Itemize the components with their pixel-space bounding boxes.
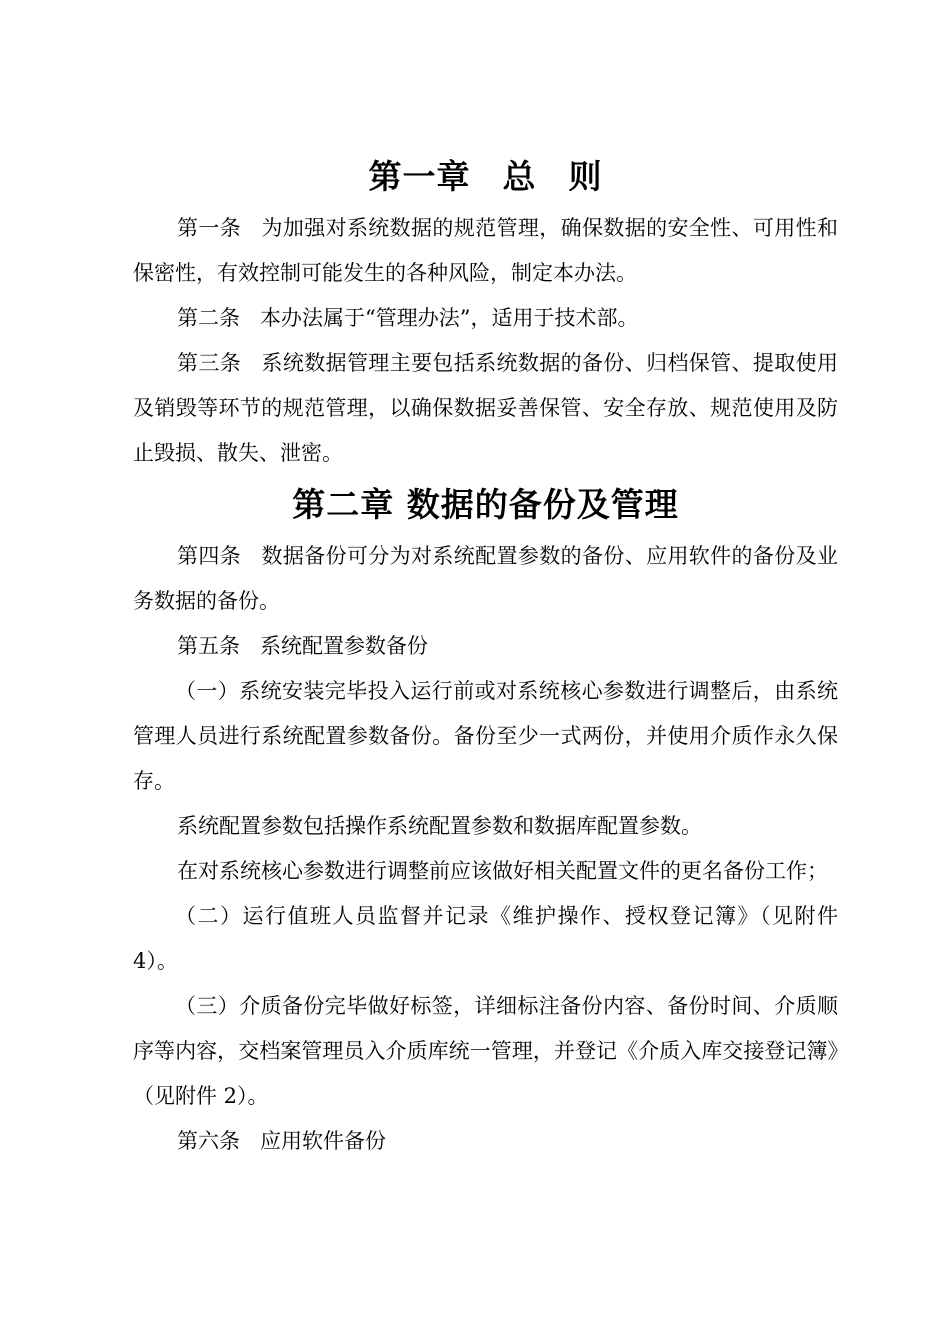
article-5-item-1: （一）系统安装完毕投入运行前或对系统核心参数进行调整后，由系统管理人员进行系统配置参数备份。备份至少一式两份，并使用介质作永久保存。 bbox=[133, 679, 838, 793]
article-5-note-1: 系统配置参数包括操作系统配置参数和数据库配置参数。 bbox=[177, 814, 702, 838]
article-1-text: 为加强对系统数据的规范管理，确保数据的安全性、可用性和保密性，有效控制可能发生的各种风险，制定本办法。 bbox=[133, 216, 839, 285]
article-4-text: 数据备份可分为对系统配置参数的备份、应用软件的备份及业务数据的备份。 bbox=[133, 544, 839, 613]
article-5-text: 系统配置参数备份 bbox=[260, 634, 428, 658]
chapter-1-title bbox=[133, 148, 838, 206]
document-body bbox=[133, 148, 838, 1164]
chapter-1-title-char-2: 则 bbox=[568, 157, 603, 196]
article-6 bbox=[133, 1119, 838, 1164]
article-3-label: 第三条 bbox=[177, 351, 242, 375]
article-5-note-2: 在对系统核心参数进行调整前应该做好相关配置文件的更名备份工作； bbox=[177, 859, 828, 883]
article-3 bbox=[133, 341, 838, 476]
article-2 bbox=[133, 296, 838, 341]
chapter-2-title: 第二章 数据的备份及管理 bbox=[292, 485, 679, 524]
article-2-label: 第二条 bbox=[177, 306, 240, 330]
article-2-text: 本办法属于“管理办法”，适用于技术部。 bbox=[260, 306, 639, 330]
article-4-label: 第四条 bbox=[177, 544, 242, 568]
article-5 bbox=[133, 624, 838, 669]
article-6-label: 第六条 bbox=[177, 1129, 240, 1153]
chapter-1-title-char-1: 总 bbox=[502, 157, 537, 196]
article-1 bbox=[133, 206, 838, 296]
article-5-item-3: （三）介质备份完毕做好标签，详细标注备份内容、备份时间、介质顺序等内容，交档案管理员入介质库统一管理，并登记《介质入库交接登记簿》（见附件 2）。 bbox=[133, 994, 838, 1108]
article-5-label: 第五条 bbox=[177, 634, 240, 658]
article-3-text: 系统数据管理主要包括系统数据的备份、归档保管、提取使用及销毁等环节的规范管理，以确保数据妥善保管、安全存放、规范使用及防止毁损、散失、泄密。 bbox=[133, 351, 839, 465]
article-4 bbox=[133, 534, 838, 624]
chapter-1-number: 第一章 bbox=[368, 157, 471, 196]
article-6-text: 应用软件备份 bbox=[260, 1129, 386, 1153]
article-1-label: 第一条 bbox=[177, 216, 242, 240]
article-5-item-2: （二）运行值班人员监督并记录《维护操作、授权登记簿》（见附件 4）。 bbox=[133, 904, 838, 973]
